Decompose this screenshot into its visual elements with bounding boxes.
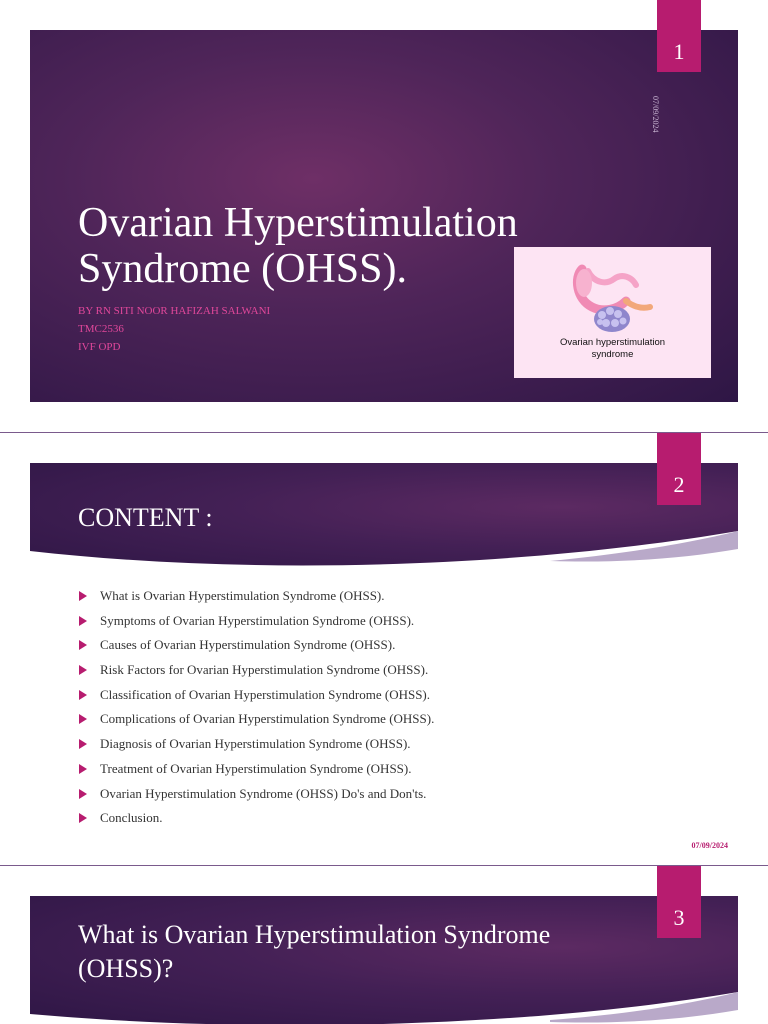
- section-title-line-2: (OHSS)?: [78, 954, 174, 983]
- triangle-bullet-icon: [79, 764, 87, 774]
- slide-2[interactable]: [0, 433, 768, 865]
- list-item: What is Ovarian Hyperstimulation Syndrome (OHSS).: [78, 583, 434, 608]
- section-title: [78, 918, 550, 986]
- ovary-uterus-icon: [514, 247, 711, 337]
- slide-3[interactable]: [0, 866, 768, 1024]
- content-list: [78, 583, 434, 830]
- presentation-title: [78, 200, 518, 292]
- list-item: Causes of Ovarian Hyperstimulation Syndrome (OHSS).: [78, 632, 434, 657]
- section-title-line-1: What is Ovarian Hyperstimulation Syndrome: [78, 920, 551, 949]
- triangle-bullet-icon: [79, 739, 87, 749]
- title-line-1: Ovarian Hyperstimulation: [78, 200, 518, 246]
- list-item: Risk Factors for Ovarian Hyperstimulation Syndrome (OHSS).: [78, 657, 434, 682]
- list-item: Ovarian Hyperstimulation Syndrome (OHSS) Do's and Don'ts.: [78, 781, 434, 806]
- list-item: Symptoms of Ovarian Hyperstimulation Syndrome (OHSS).: [78, 608, 434, 633]
- author-name: BY RN SITI NOOR HAFIZAH SALWANI: [78, 305, 271, 317]
- caption-line-2: syndrome: [591, 349, 634, 360]
- triangle-bullet-icon: [79, 690, 87, 700]
- slide-1[interactable]: [0, 0, 768, 432]
- author-code: TMC2536: [78, 323, 124, 335]
- list-item: Treatment of Ovarian Hyperstimulation Syndrome (OHSS).: [78, 756, 434, 781]
- triangle-bullet-icon: [79, 813, 87, 823]
- department: IVF OPD: [78, 341, 121, 353]
- triangle-bullet-icon: [79, 640, 87, 650]
- image-caption: [514, 337, 711, 361]
- triangle-bullet-icon: [79, 665, 87, 675]
- list-item: Complications of Ovarian Hyperstimulation Syndrome (OHSS).: [78, 706, 434, 731]
- slide-number-tab: 1: [657, 0, 701, 72]
- ohss-illustration: [514, 247, 711, 378]
- footer-date: 07/09/2024: [691, 841, 728, 850]
- content-title: CONTENT :: [78, 503, 213, 532]
- list-item: Conclusion.: [78, 805, 434, 830]
- triangle-bullet-icon: [79, 714, 87, 724]
- slide-number-tab: 2: [657, 433, 701, 505]
- slide-date: 07/09/2024: [651, 96, 660, 133]
- triangle-bullet-icon: [79, 616, 87, 626]
- triangle-bullet-icon: [79, 591, 87, 601]
- list-item: Classification of Ovarian Hyperstimulation Syndrome (OHSS).: [78, 682, 434, 707]
- triangle-bullet-icon: [79, 789, 87, 799]
- caption-line-1: Ovarian hyperstimulation: [559, 337, 666, 348]
- slide-number-tab: 3: [657, 866, 701, 938]
- list-item: Diagnosis of Ovarian Hyperstimulation Syndrome (OHSS).: [78, 731, 434, 756]
- title-line-2: Syndrome (OHSS).: [78, 246, 408, 292]
